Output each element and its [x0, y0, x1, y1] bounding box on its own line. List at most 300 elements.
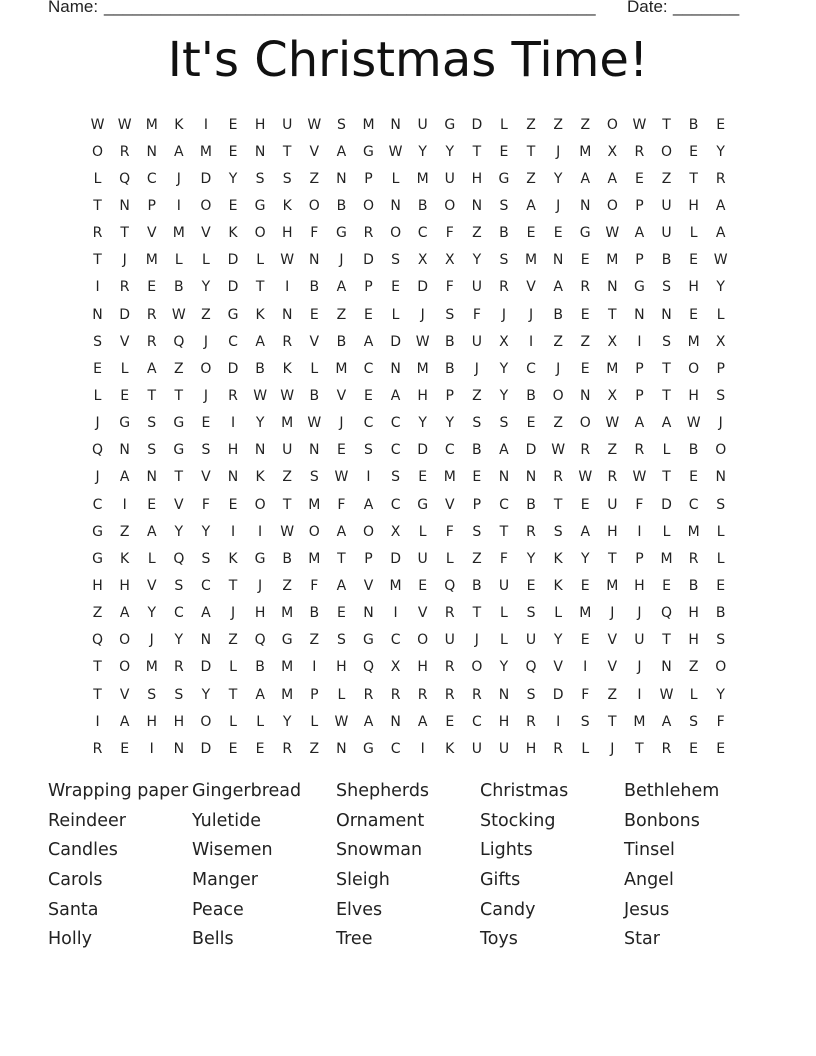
grid-letter[interactable]: Z: [309, 632, 320, 649]
grid-letter[interactable]: A: [390, 387, 401, 404]
grid-letter[interactable]: Z: [580, 333, 591, 350]
grid-letter[interactable]: N: [661, 659, 672, 676]
grid-letter[interactable]: F: [716, 713, 725, 730]
grid-letter[interactable]: U: [471, 279, 482, 296]
grid-letter[interactable]: N: [661, 306, 672, 323]
grid-letter[interactable]: J: [339, 252, 344, 269]
grid-letter[interactable]: L: [716, 550, 725, 567]
grid-letter[interactable]: S: [472, 415, 482, 432]
grid-letter[interactable]: S: [364, 442, 373, 459]
grid-letter[interactable]: O: [417, 632, 429, 649]
grid-letter[interactable]: S: [336, 632, 346, 649]
grid-letter[interactable]: F: [201, 496, 210, 513]
grid-letter[interactable]: U: [525, 632, 537, 649]
grid-letter[interactable]: E: [309, 306, 319, 323]
grid-letter[interactable]: Z: [92, 605, 103, 622]
grid-letter[interactable]: L: [716, 523, 725, 540]
grid-letter[interactable]: Y: [228, 170, 238, 187]
grid-letter[interactable]: A: [255, 686, 265, 703]
grid-letter[interactable]: U: [498, 577, 510, 594]
grid-letter[interactable]: N: [309, 442, 320, 459]
grid-letter[interactable]: E: [716, 116, 726, 133]
grid-letter[interactable]: R: [634, 143, 645, 160]
grid-letter[interactable]: Z: [526, 170, 536, 187]
grid-letter[interactable]: W: [632, 469, 647, 486]
grid-letter[interactable]: S: [174, 577, 184, 594]
grid-letter[interactable]: H: [254, 116, 266, 133]
date-field[interactable]: _______: [673, 0, 740, 16]
grid-letter[interactable]: L: [716, 306, 725, 323]
grid-letter[interactable]: R: [228, 387, 238, 404]
grid-letter[interactable]: H: [92, 577, 103, 594]
grid-letter[interactable]: Z: [174, 360, 184, 377]
grid-letter[interactable]: Z: [282, 577, 292, 594]
grid-letter[interactable]: E: [716, 740, 726, 757]
grid-letter[interactable]: O: [579, 415, 591, 432]
grid-letter[interactable]: N: [336, 740, 347, 757]
grid-letter[interactable]: S: [391, 252, 401, 269]
grid-letter[interactable]: W: [686, 415, 701, 432]
grid-letter[interactable]: R: [363, 225, 374, 242]
grid-letter[interactable]: B: [417, 197, 428, 214]
grid-letter[interactable]: A: [661, 713, 672, 730]
grid-letter[interactable]: D: [552, 686, 564, 703]
grid-letter[interactable]: V: [119, 333, 130, 350]
grid-letter[interactable]: D: [227, 252, 239, 269]
grid-letter[interactable]: G: [173, 415, 185, 432]
grid-letter[interactable]: C: [363, 360, 374, 377]
grid-letter[interactable]: M: [199, 143, 212, 160]
grid-letter[interactable]: O: [200, 360, 212, 377]
grid-letter[interactable]: J: [230, 605, 236, 622]
grid-letter[interactable]: Z: [580, 116, 591, 133]
grid-letter[interactable]: P: [635, 252, 644, 269]
grid-letter[interactable]: W: [388, 143, 403, 160]
grid-letter[interactable]: J: [95, 415, 100, 432]
grid-letter[interactable]: M: [308, 496, 321, 513]
grid-letter[interactable]: A: [661, 415, 672, 432]
grid-letter[interactable]: J: [528, 306, 534, 323]
grid-letter[interactable]: E: [147, 279, 157, 296]
grid-letter[interactable]: T: [662, 632, 671, 649]
grid-letter[interactable]: S: [553, 523, 563, 540]
grid-letter[interactable]: E: [228, 740, 238, 757]
grid-letter[interactable]: O: [119, 632, 131, 649]
grid-letter[interactable]: U: [471, 740, 482, 757]
grid-letter[interactable]: M: [606, 252, 619, 269]
grid-letter[interactable]: K: [255, 469, 265, 486]
grid-letter[interactable]: C: [390, 415, 401, 432]
grid-letter[interactable]: I: [366, 469, 371, 486]
grid-letter[interactable]: W: [280, 252, 295, 269]
grid-letter[interactable]: E: [689, 143, 699, 160]
grid-letter[interactable]: V: [309, 333, 320, 350]
grid-letter[interactable]: A: [715, 225, 726, 242]
grid-letter[interactable]: R: [661, 740, 672, 757]
grid-letter[interactable]: L: [256, 252, 265, 269]
grid-letter[interactable]: T: [93, 252, 102, 269]
grid-letter[interactable]: R: [282, 740, 293, 757]
grid-letter[interactable]: T: [120, 225, 129, 242]
grid-letter[interactable]: Y: [553, 170, 563, 187]
grid-letter[interactable]: N: [390, 116, 401, 133]
name-field[interactable]: ____________________________________________________: [104, 0, 596, 16]
grid-letter[interactable]: X: [607, 387, 618, 404]
grid-letter[interactable]: R: [444, 605, 455, 622]
grid-letter[interactable]: S: [309, 469, 319, 486]
grid-letter[interactable]: U: [444, 170, 455, 187]
grid-letter[interactable]: R: [526, 713, 536, 730]
grid-letter[interactable]: L: [337, 686, 346, 703]
grid-letter[interactable]: L: [500, 632, 508, 649]
grid-letter[interactable]: S: [499, 252, 509, 269]
grid-letter[interactable]: X: [417, 252, 428, 269]
grid-letter[interactable]: O: [308, 523, 320, 540]
grid-letter[interactable]: R: [688, 550, 699, 567]
grid-letter[interactable]: J: [203, 333, 208, 350]
grid-letter[interactable]: Y: [418, 415, 427, 432]
grid-letter[interactable]: E: [634, 170, 644, 187]
grid-letter[interactable]: V: [201, 469, 211, 486]
grid-letter[interactable]: A: [715, 197, 726, 214]
grid-letter[interactable]: Y: [282, 713, 292, 730]
grid-letter[interactable]: N: [498, 469, 510, 486]
grid-letter[interactable]: Y: [445, 143, 455, 160]
grid-letter[interactable]: M: [145, 252, 158, 269]
grid-letter[interactable]: V: [309, 143, 320, 160]
grid-letter[interactable]: F: [337, 496, 346, 513]
grid-letter[interactable]: A: [580, 523, 591, 540]
grid-letter[interactable]: E: [580, 496, 590, 513]
grid-letter[interactable]: O: [308, 197, 320, 214]
grid-letter[interactable]: S: [445, 306, 455, 323]
grid-letter[interactable]: Z: [526, 116, 536, 133]
grid-letter[interactable]: E: [255, 740, 265, 757]
grid-letter[interactable]: B: [526, 387, 536, 404]
grid-letter[interactable]: Y: [499, 659, 509, 676]
grid-letter[interactable]: I: [312, 659, 317, 676]
grid-letter[interactable]: G: [633, 279, 645, 296]
grid-letter[interactable]: R: [417, 686, 428, 703]
grid-letter[interactable]: O: [119, 659, 131, 676]
grid-letter[interactable]: B: [688, 116, 699, 133]
grid-letter[interactable]: S: [147, 686, 157, 703]
grid-letter[interactable]: W: [171, 306, 186, 323]
grid-letter[interactable]: R: [390, 686, 401, 703]
grid-letter[interactable]: G: [119, 415, 131, 432]
grid-letter[interactable]: Y: [580, 550, 590, 567]
grid-letter[interactable]: L: [581, 740, 590, 757]
grid-letter[interactable]: Q: [92, 632, 104, 649]
grid-letter[interactable]: O: [444, 197, 456, 214]
grid-letter[interactable]: W: [415, 333, 430, 350]
grid-letter[interactable]: I: [230, 523, 236, 540]
grid-letter[interactable]: B: [336, 197, 347, 214]
grid-letter[interactable]: A: [336, 279, 347, 296]
grid-letter[interactable]: N: [309, 252, 320, 269]
grid-letter[interactable]: E: [580, 252, 590, 269]
grid-letter[interactable]: V: [417, 605, 428, 622]
grid-letter[interactable]: A: [119, 605, 130, 622]
grid-letter[interactable]: E: [93, 360, 102, 377]
grid-letter[interactable]: E: [580, 577, 590, 594]
grid-letter[interactable]: E: [499, 143, 509, 160]
grid-letter[interactable]: H: [254, 605, 266, 622]
grid-letter[interactable]: U: [607, 496, 618, 513]
grid-letter[interactable]: D: [661, 496, 672, 513]
grid-letter[interactable]: L: [500, 605, 508, 622]
grid-letter[interactable]: N: [119, 442, 130, 459]
grid-letter[interactable]: G: [417, 496, 429, 513]
grid-letter[interactable]: L: [93, 170, 102, 187]
grid-letter[interactable]: O: [688, 360, 700, 377]
grid-letter[interactable]: C: [173, 605, 184, 622]
grid-letter[interactable]: L: [310, 360, 319, 377]
grid-letter[interactable]: I: [583, 659, 588, 676]
grid-letter[interactable]: B: [282, 550, 292, 567]
grid-letter[interactable]: Q: [362, 659, 374, 676]
grid-letter[interactable]: T: [526, 143, 536, 160]
grid-letter[interactable]: L: [93, 387, 102, 404]
grid-letter[interactable]: S: [147, 415, 157, 432]
grid-letter[interactable]: R: [119, 279, 130, 296]
grid-letter[interactable]: M: [281, 415, 294, 432]
grid-letter[interactable]: I: [528, 333, 534, 350]
grid-letter[interactable]: M: [281, 605, 294, 622]
grid-letter[interactable]: R: [580, 279, 591, 296]
grid-letter[interactable]: R: [553, 469, 563, 486]
grid-letter[interactable]: W: [713, 252, 728, 269]
grid-letter[interactable]: Z: [553, 415, 563, 432]
grid-letter[interactable]: S: [174, 686, 184, 703]
grid-letter[interactable]: R: [499, 279, 509, 296]
grid-letter[interactable]: X: [607, 333, 618, 350]
grid-letter[interactable]: R: [715, 170, 726, 187]
grid-letter[interactable]: K: [553, 550, 563, 567]
grid-letter[interactable]: N: [579, 387, 591, 404]
grid-letter[interactable]: H: [227, 442, 239, 459]
grid-letter[interactable]: C: [363, 415, 374, 432]
grid-letter[interactable]: W: [280, 523, 295, 540]
grid-letter[interactable]: A: [607, 170, 618, 187]
grid-letter[interactable]: Y: [174, 523, 184, 540]
grid-letter[interactable]: D: [417, 442, 429, 459]
grid-letter[interactable]: Z: [472, 225, 482, 242]
grid-letter[interactable]: A: [146, 523, 157, 540]
grid-letter[interactable]: B: [444, 360, 455, 377]
grid-letter[interactable]: T: [662, 116, 671, 133]
grid-letter[interactable]: W: [578, 469, 593, 486]
grid-letter[interactable]: W: [659, 686, 674, 703]
grid-letter[interactable]: Y: [147, 605, 157, 622]
grid-letter[interactable]: T: [472, 143, 482, 160]
grid-letter[interactable]: N: [119, 197, 130, 214]
grid-letter[interactable]: Z: [553, 116, 563, 133]
grid-letter[interactable]: S: [255, 170, 265, 187]
grid-letter[interactable]: V: [526, 279, 536, 296]
grid-letter[interactable]: A: [255, 333, 265, 350]
grid-letter[interactable]: R: [444, 659, 455, 676]
grid-letter[interactable]: M: [308, 550, 321, 567]
grid-letter[interactable]: T: [282, 496, 292, 513]
grid-letter[interactable]: S: [689, 713, 699, 730]
grid-letter[interactable]: T: [174, 469, 184, 486]
grid-letter[interactable]: J: [501, 306, 507, 323]
grid-letter[interactable]: U: [661, 225, 672, 242]
grid-letter[interactable]: R: [553, 740, 563, 757]
grid-letter[interactable]: E: [526, 225, 536, 242]
grid-letter[interactable]: N: [498, 686, 510, 703]
grid-letter[interactable]: N: [390, 360, 401, 377]
grid-letter[interactable]: B: [661, 252, 672, 269]
grid-letter[interactable]: V: [146, 577, 157, 594]
grid-letter[interactable]: A: [119, 713, 130, 730]
grid-letter[interactable]: L: [174, 252, 183, 269]
grid-letter[interactable]: T: [689, 170, 698, 187]
grid-letter[interactable]: M: [525, 252, 538, 269]
grid-letter[interactable]: G: [173, 442, 185, 459]
grid-letter[interactable]: L: [256, 713, 265, 730]
grid-letter[interactable]: N: [552, 252, 564, 269]
grid-letter[interactable]: S: [499, 415, 509, 432]
grid-letter[interactable]: O: [390, 225, 402, 242]
grid-letter[interactable]: I: [637, 686, 642, 703]
grid-letter[interactable]: M: [172, 225, 185, 242]
grid-letter[interactable]: J: [718, 415, 723, 432]
grid-letter[interactable]: E: [580, 360, 590, 377]
grid-letter[interactable]: O: [715, 659, 727, 676]
grid-letter[interactable]: D: [200, 659, 212, 676]
grid-letter[interactable]: N: [146, 469, 157, 486]
grid-letter[interactable]: A: [201, 605, 211, 622]
grid-letter[interactable]: G: [335, 225, 347, 242]
grid-letter[interactable]: N: [336, 170, 347, 187]
grid-letter[interactable]: T: [662, 387, 671, 404]
grid-letter[interactable]: B: [715, 605, 726, 622]
grid-letter[interactable]: C: [390, 740, 401, 757]
grid-letter[interactable]: E: [716, 577, 726, 594]
grid-letter[interactable]: Q: [661, 605, 673, 622]
grid-letter[interactable]: K: [120, 550, 130, 567]
grid-letter[interactable]: G: [498, 170, 510, 187]
grid-letter[interactable]: I: [637, 523, 642, 540]
grid-letter[interactable]: I: [203, 116, 208, 133]
grid-letter[interactable]: V: [444, 496, 455, 513]
grid-letter[interactable]: B: [472, 577, 482, 594]
grid-letter[interactable]: L: [229, 659, 237, 676]
grid-letter[interactable]: O: [471, 659, 483, 676]
grid-letter[interactable]: A: [363, 333, 374, 350]
grid-letter[interactable]: H: [525, 740, 537, 757]
grid-letter[interactable]: E: [228, 197, 238, 214]
grid-letter[interactable]: Q: [444, 577, 456, 594]
grid-letter[interactable]: D: [200, 170, 212, 187]
grid-letter[interactable]: P: [635, 550, 644, 567]
grid-letter[interactable]: R: [146, 333, 157, 350]
grid-letter[interactable]: L: [418, 523, 427, 540]
grid-letter[interactable]: T: [608, 550, 617, 567]
grid-letter[interactable]: O: [606, 116, 618, 133]
grid-letter[interactable]: D: [363, 252, 374, 269]
grid-letter[interactable]: N: [471, 197, 483, 214]
grid-letter[interactable]: M: [579, 143, 592, 160]
grid-letter[interactable]: H: [607, 523, 618, 540]
grid-letter[interactable]: R: [471, 686, 482, 703]
grid-letter[interactable]: I: [285, 279, 290, 296]
grid-letter[interactable]: C: [471, 713, 482, 730]
grid-letter[interactable]: I: [230, 415, 236, 432]
grid-letter[interactable]: E: [147, 496, 157, 513]
grid-letter[interactable]: M: [443, 469, 456, 486]
grid-letter[interactable]: P: [310, 686, 319, 703]
grid-letter[interactable]: F: [310, 577, 319, 594]
grid-letter[interactable]: Q: [525, 659, 537, 676]
grid-letter[interactable]: U: [444, 632, 455, 649]
grid-letter[interactable]: W: [334, 713, 349, 730]
grid-letter[interactable]: A: [336, 577, 347, 594]
grid-letter[interactable]: E: [228, 143, 238, 160]
grid-letter[interactable]: S: [662, 279, 671, 296]
grid-letter[interactable]: E: [364, 387, 373, 404]
grid-letter[interactable]: Y: [418, 143, 427, 160]
grid-letter[interactable]: R: [173, 659, 184, 676]
grid-letter[interactable]: C: [526, 360, 536, 377]
grid-letter[interactable]: W: [334, 469, 349, 486]
grid-letter[interactable]: K: [553, 577, 563, 594]
grid-letter[interactable]: H: [688, 387, 699, 404]
grid-letter[interactable]: J: [122, 252, 127, 269]
grid-letter[interactable]: T: [93, 197, 102, 214]
grid-letter[interactable]: J: [556, 143, 561, 160]
grid-letter[interactable]: G: [254, 197, 266, 214]
grid-letter[interactable]: H: [498, 713, 510, 730]
grid-letter[interactable]: E: [228, 116, 238, 133]
grid-letter[interactable]: M: [633, 713, 646, 730]
grid-letter[interactable]: M: [389, 577, 402, 594]
grid-letter[interactable]: R: [444, 686, 455, 703]
grid-letter[interactable]: X: [607, 143, 618, 160]
grid-letter[interactable]: A: [336, 523, 347, 540]
grid-letter[interactable]: S: [716, 496, 726, 513]
grid-letter[interactable]: K: [228, 550, 238, 567]
grid-letter[interactable]: O: [254, 225, 266, 242]
grid-letter[interactable]: J: [95, 469, 100, 486]
grid-letter[interactable]: F: [445, 523, 454, 540]
grid-letter[interactable]: S: [336, 116, 346, 133]
grid-letter[interactable]: S: [526, 605, 536, 622]
grid-letter[interactable]: B: [553, 306, 563, 323]
grid-letter[interactable]: M: [579, 605, 592, 622]
grid-letter[interactable]: M: [687, 523, 700, 540]
grid-letter[interactable]: N: [92, 306, 103, 323]
grid-letter[interactable]: E: [472, 469, 482, 486]
grid-letter[interactable]: O: [200, 713, 212, 730]
grid-letter[interactable]: H: [688, 197, 699, 214]
grid-letter[interactable]: Y: [174, 632, 184, 649]
grid-letter[interactable]: X: [499, 333, 509, 350]
grid-letter[interactable]: U: [661, 197, 672, 214]
grid-letter[interactable]: L: [554, 605, 563, 622]
grid-letter[interactable]: B: [526, 496, 536, 513]
grid-letter[interactable]: J: [474, 632, 479, 649]
grid-letter[interactable]: Z: [688, 659, 699, 676]
grid-letter[interactable]: S: [391, 469, 401, 486]
grid-letter[interactable]: O: [661, 143, 673, 160]
grid-letter[interactable]: H: [146, 713, 157, 730]
grid-letter[interactable]: F: [472, 306, 481, 323]
grid-letter[interactable]: L: [689, 225, 698, 242]
grid-letter[interactable]: X: [444, 252, 455, 269]
